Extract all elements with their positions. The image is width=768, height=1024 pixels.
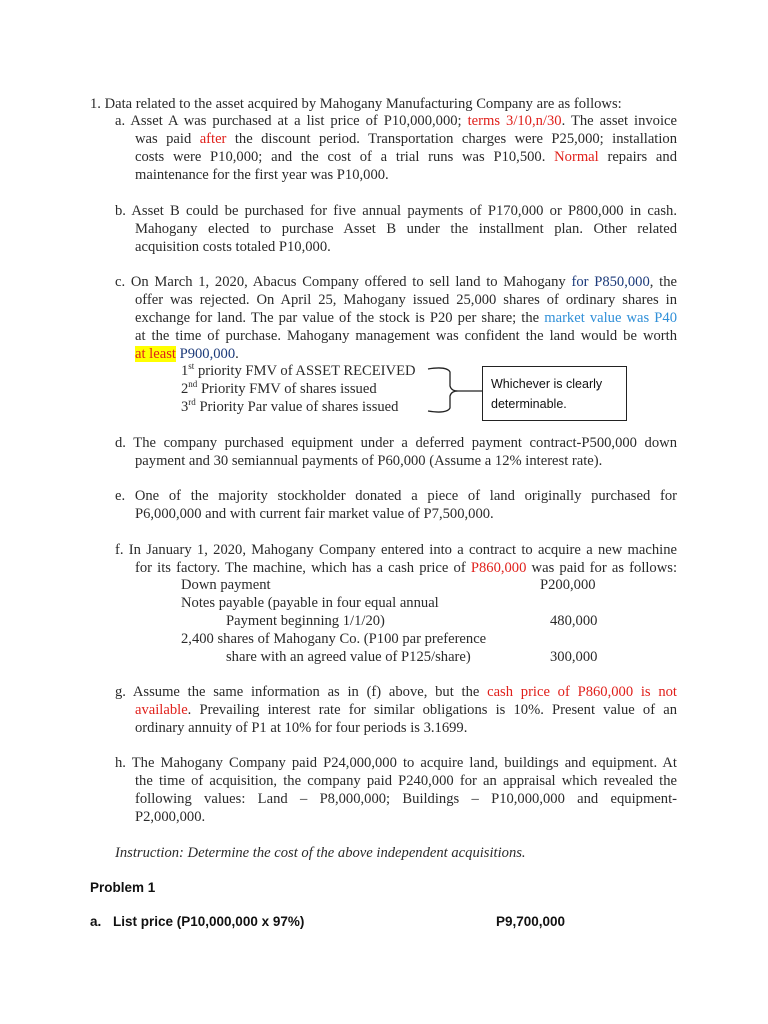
priority-sup: rd — [188, 397, 196, 407]
priority-num: 3 — [181, 399, 189, 415]
instruction-text: Instruction: Determine the cost of the above independent acquisitions. — [115, 845, 526, 861]
notes-label-1: Notes payable (payable in four equal annual — [181, 595, 439, 611]
item-g-text: . Prevailing interest rate for similar obligations is 10%. Present value of an — [187, 702, 677, 718]
item-c-line2: offer was rejected. On April 25, Mahogany issued 25,000 shares of ordinary shares in — [135, 292, 677, 308]
notes-label-2: Payment beginning 1/1/20) — [226, 613, 385, 629]
item-a-text: costs were P10,000; and the cost of a trial runs was P10,500. — [135, 149, 555, 165]
answer-a-text: List price (P10,000,000 x 97%) — [113, 914, 305, 929]
item-c-text: , the — [649, 274, 677, 290]
priority-3 — [181, 398, 398, 416]
question-intro: 1. Data related to the asset acquired by Mahogany Manufacturing Company are as follows: — [90, 96, 622, 112]
priority-text: Priority FMV of shares issued — [197, 381, 377, 397]
item-g-line2 — [135, 701, 677, 719]
item-g-line1 — [115, 683, 677, 701]
item-a-text: . The asset invoice — [561, 113, 677, 129]
shares-value: 300,000 — [550, 649, 598, 665]
item-f-text: for its factory. The machine, which has a cash price of — [135, 560, 471, 576]
problem-heading: Problem 1 — [90, 880, 156, 895]
item-g-line3: ordinary annuity of P1 at 10% for four periods is 3.1699. — [135, 720, 468, 736]
item-b-line2: Mahogany elected to purchase Asset B under the installment plan. Other related — [135, 221, 677, 237]
item-c-text: exchange for land. The par value of the stock is P20 per share; the — [135, 310, 545, 326]
shares-label-2: share with an agreed value of P125/share) — [226, 649, 471, 665]
item-c-line1 — [115, 273, 677, 291]
item-a-text: a. Asset A was purchased at a list price of P10,000,000; — [115, 113, 468, 129]
callout-line2: determinable. — [491, 397, 567, 411]
item-h-line1: h. The Mahogany Company paid P24,000,000 to acquire land, buildings and equipment. At — [115, 755, 677, 771]
item-f-line1: f. In January 1, 2020, Mahogany Company entered into a contract to acquire a new machine — [115, 542, 677, 558]
item-c-at-least: at least — [135, 346, 176, 362]
notes-value: 480,000 — [550, 613, 598, 629]
priority-sup: nd — [188, 379, 198, 389]
item-a-text: was paid — [135, 131, 200, 147]
item-f-cash-price: P860,000 — [470, 560, 527, 576]
priority-1 — [181, 362, 416, 380]
item-e-line2: P6,000,000 and with current fair market value of P7,500,000. — [135, 506, 494, 522]
item-a-line3 — [135, 148, 677, 166]
item-b-line3: acquisition costs totaled P10,000. — [135, 239, 331, 255]
item-c-text: . — [235, 346, 239, 362]
item-c-line5 — [135, 345, 239, 363]
priority-num: 2 — [181, 381, 189, 397]
item-a-after: after — [199, 131, 227, 147]
item-b-line1: b. Asset B could be purchased for five annual payments of P170,000 or P800,000 in cash. — [115, 203, 677, 219]
answer-a-label: a. — [90, 914, 102, 929]
item-c-text: c. On March 1, 2020, Abacus Company offered to sell land to Mahogany — [115, 274, 572, 290]
item-d-line1: d. The company purchased equipment under a deferred payment contract-P500,000 down — [115, 435, 677, 451]
priority-2 — [181, 380, 377, 398]
item-f-text: was paid for as follows: — [526, 560, 677, 576]
item-c-offer: for P850,000 — [571, 274, 650, 290]
item-h-line2: the time of acquisition, the company paid P240,000 for an appraisal which revealed the — [135, 773, 677, 789]
item-h-line3: following values: Land – P8,000,000; Buildings – P10,000,000 and equipment- — [135, 791, 677, 807]
item-e-line1: e. One of the majority stockholder donated a piece of land originally purchased for — [115, 488, 677, 504]
item-a-line4: maintenance for the first year was P10,000. — [135, 167, 389, 183]
item-g-text: g. Assume the same information as in (f) above, but the — [115, 684, 488, 700]
item-c-line4: at the time of purchase. Mahogany management was confident the land would be worth — [135, 328, 677, 344]
priority-num: 1 — [181, 363, 189, 379]
item-d-line2: payment and 30 semiannual payments of P60,000 (Assume a 12% interest rate). — [135, 453, 603, 469]
item-c-line3 — [135, 309, 677, 327]
down-payment-label: Down payment — [181, 577, 271, 593]
down-payment-value: P200,000 — [540, 577, 596, 593]
callout-box — [482, 366, 627, 421]
priority-sup: st — [188, 361, 195, 371]
item-a-terms: terms 3/10,n/30 — [467, 113, 562, 129]
item-a-text: repairs and — [598, 149, 677, 165]
callout-line1: Whichever is clearly — [491, 377, 603, 391]
shares-label-1: 2,400 shares of Mahogany Co. (P100 par preference — [181, 631, 487, 647]
item-g-available: available — [135, 702, 188, 718]
item-a-line1 — [115, 112, 677, 130]
item-c-worth: P900,000 — [175, 346, 236, 362]
answer-a-value: P9,700,000 — [496, 914, 566, 929]
item-f-line2 — [135, 559, 677, 577]
item-a-line2 — [135, 130, 677, 148]
priority-text: Priority Par value of shares issued — [195, 399, 399, 415]
priority-text: priority FMV of ASSET RECEIVED — [194, 363, 416, 379]
item-a-normal: Normal — [554, 149, 599, 165]
item-a-text: the discount period. Transportation charges were P25,000; installation — [226, 131, 677, 147]
item-h-line4: P2,000,000. — [135, 809, 206, 825]
item-c-market-value: market value was P40 — [544, 310, 678, 326]
brace-connector — [426, 364, 484, 416]
item-g-cash-price: cash price of P860,000 is not — [487, 684, 677, 700]
